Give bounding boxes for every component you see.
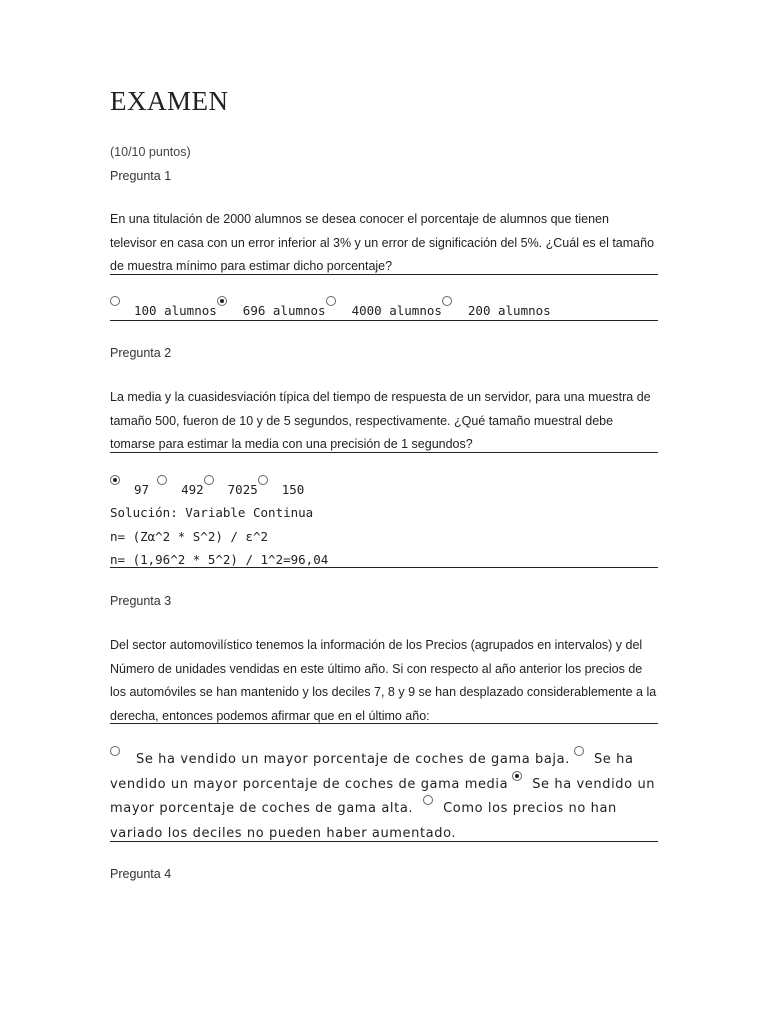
q1-option-0[interactable]	[110, 303, 217, 318]
q1-option-1[interactable]	[217, 303, 326, 318]
question-1-options	[110, 303, 658, 318]
divider	[110, 723, 658, 724]
radio-button[interactable]	[157, 475, 167, 485]
q3-option-2[interactable]: Se ha vendido un mayor porcentaje de coches de gama alta.	[110, 776, 656, 816]
question-2-label: Pregunta 2	[110, 346, 172, 360]
q1-option-3[interactable]	[442, 303, 551, 318]
question-2-options	[110, 482, 658, 497]
solution-block	[110, 501, 658, 572]
option-label: 100 alumnos	[134, 303, 217, 318]
option-label: 97	[134, 482, 150, 497]
radio-button[interactable]	[204, 475, 214, 485]
radio-button[interactable]	[423, 795, 433, 805]
option-label: 150	[281, 482, 305, 497]
radio-button[interactable]	[258, 475, 268, 485]
page-title: EXAMEN	[110, 86, 229, 116]
radio-button[interactable]	[442, 296, 452, 306]
divider	[110, 274, 658, 275]
option-label: 492	[181, 482, 204, 497]
radio-button-selected[interactable]	[217, 296, 227, 306]
divider	[110, 452, 658, 453]
divider	[110, 841, 658, 842]
question-1-label: Pregunta 1	[110, 169, 172, 183]
question-4-label: Pregunta 4	[110, 867, 172, 881]
option-label: 7025	[227, 482, 258, 497]
radio-button[interactable]	[110, 296, 120, 306]
radio-button[interactable]	[574, 746, 584, 756]
q2-option-0[interactable]	[110, 482, 149, 497]
question-1-text: En una titulación de 2000 alumnos se desea conocer el porcentaje de alumnos que tienen televisor en casa con un error inferior al 3% y un error de significación del 5%. ¿Cuál es el tamaño de muestra mínimo para estimar dicho porcentaje?	[110, 212, 655, 273]
option-label: 696 alumnos	[242, 303, 326, 318]
q1-option-2[interactable]	[326, 303, 442, 318]
solution-line: n= (1,96^2 * 5^2) / 1^2=96,04	[110, 552, 329, 567]
question-3-options	[110, 748, 658, 846]
q2-option-2[interactable]	[204, 482, 258, 497]
q3-option-0[interactable]: Se ha vendido un mayor porcentaje de coches de gama baja.	[136, 752, 570, 767]
solution-line: Solución: Variable Continua	[110, 505, 314, 520]
question-3-label: Pregunta 3	[110, 594, 172, 608]
option-label: 4000 alumnos	[351, 303, 442, 318]
divider	[110, 320, 658, 321]
q2-option-3[interactable]	[258, 482, 305, 497]
radio-button-selected[interactable]	[110, 475, 120, 485]
q3-option-3[interactable]: Como los precios no han variado los deciles no pueden haber aumentado.	[110, 801, 617, 841]
option-label: 200 alumnos	[467, 303, 551, 318]
radio-button[interactable]	[110, 746, 120, 756]
solution-line: n= (Zα^2 * S^2) / ε^2	[110, 528, 269, 544]
q3-option-1[interactable]: Se ha vendido un mayor porcentaje de coches de gama media	[110, 752, 634, 792]
radio-button-selected[interactable]	[512, 771, 522, 781]
question-2-text: La media y la cuasidesviación típica del tiempo de respuesta de un servidor, para una muestra de tamaño 500, fueron de 10 y de 5 segundos, respectivamente. ¿Qué tamaño muestral debe tomarse para estimar la media con una precisión de 1 segundos?	[110, 390, 651, 451]
radio-button[interactable]	[326, 296, 336, 306]
q2-option-1[interactable]	[149, 482, 204, 497]
score-text: (10/10 puntos)	[110, 145, 191, 159]
question-3-text: Del sector automovilístico tenemos la información de los Precios (agrupados en intervalos) y del Número de unidades vendidas en este último año. Si con respecto al año anterior los precios de los automóviles se han mantenido y los deciles 7, 8 y 9 se han desplazado considerablemente a la derecha, entonces podemos afirmar que en el último año:	[110, 638, 657, 723]
divider	[110, 567, 658, 568]
